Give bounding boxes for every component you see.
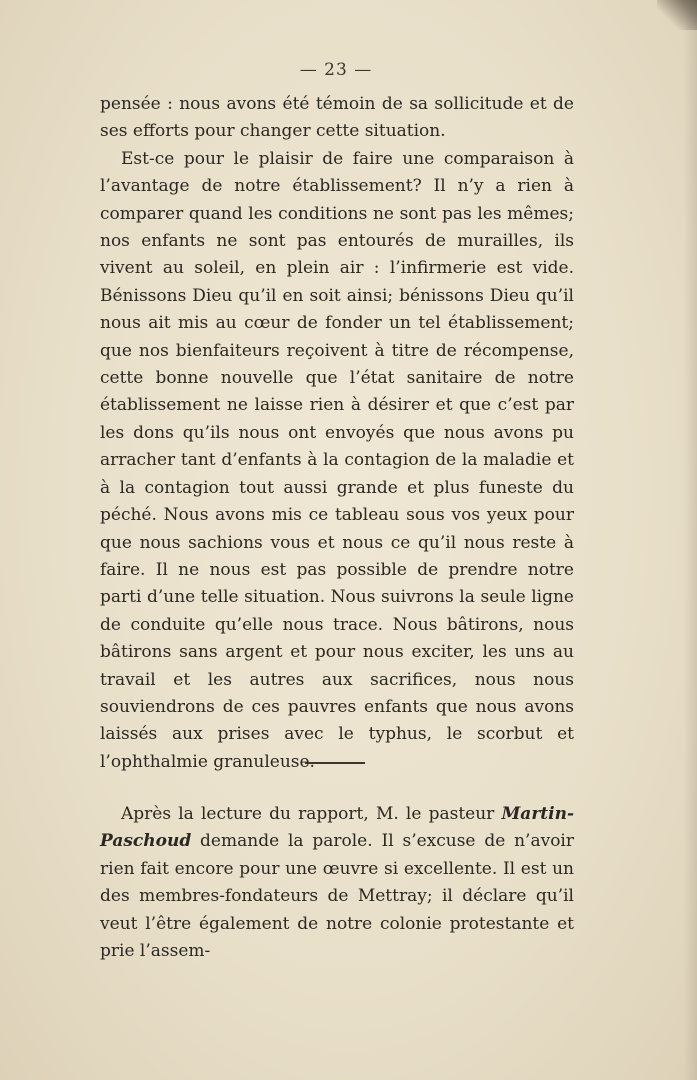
minutes-text-before: Après la lecture du rapport, M. le pasteur: [121, 804, 502, 824]
body-text-block: [100, 91, 574, 776]
paragraph-report: Est-ce pour le plaisir de faire une comparaison à l’avantage de notre établissement? Il n’y a rien à comparer quand les conditions ne sont pas les mêmes; nos enfants ne sont pas entourés de murailles, ils vivent au soleil, en plein air : l’infirmerie est vide. Bénissons Dieu qu’il en soit ainsi; bénissons Dieu qu’il nous ait mis au cœur de fonder un tel établissement; que nos bienfaiteurs reçoivent à titre de récompense, cette bonne nouvelle que l’état sanitaire de notre établissement ne laisse rien à désirer et que c’est par les dons qu’ils nous ont envoyés que nous avons pu arracher tant d’enfants à la contagion de la maladie et à la contagion tout aussi grande et plus funeste du péché. Nous avons mis ce tableau sous vos yeux pour que nous sachions vous et nous ce qu’il nous reste à faire. Il ne nous est pas possible de prendre notre parti d’une telle situation. Nous suivrons la seule ligne de conduite qu’elle nous trace. Nous bâtirons, nous bâtirons sans argent et pour nous exciter, les uns au travail et les autres aux sacrifices, nous nous souviendrons de ces pauvres enfants que nous avons laissés aux prises avec le typhus, le scorbut et l’ophthalmie granuleuse.: [100, 148, 574, 772]
minutes-text-after: demande la parole. Il s’excuse de n’avoir rien fait encore pour une œuvre si excellente. Il est un des membres-fondateurs de Mettray; il déclare qu’il veut l’être également de notre colonie protestante et prie l’assem-: [100, 831, 574, 962]
speaker-name: Martin-Paschoud: [100, 804, 574, 852]
page-number: — 23 —: [299, 60, 373, 80]
section-divider: [305, 762, 365, 764]
page-corner-shadow: [657, 0, 697, 30]
minutes-text-block: [100, 801, 574, 965]
page-edge-shadow: [683, 0, 697, 1080]
paragraph-continuation: pensée : nous avons été témoin de sa sollicitude et de ses efforts pour changer cette situation.: [100, 94, 574, 142]
paragraph-minutes: [100, 801, 574, 965]
